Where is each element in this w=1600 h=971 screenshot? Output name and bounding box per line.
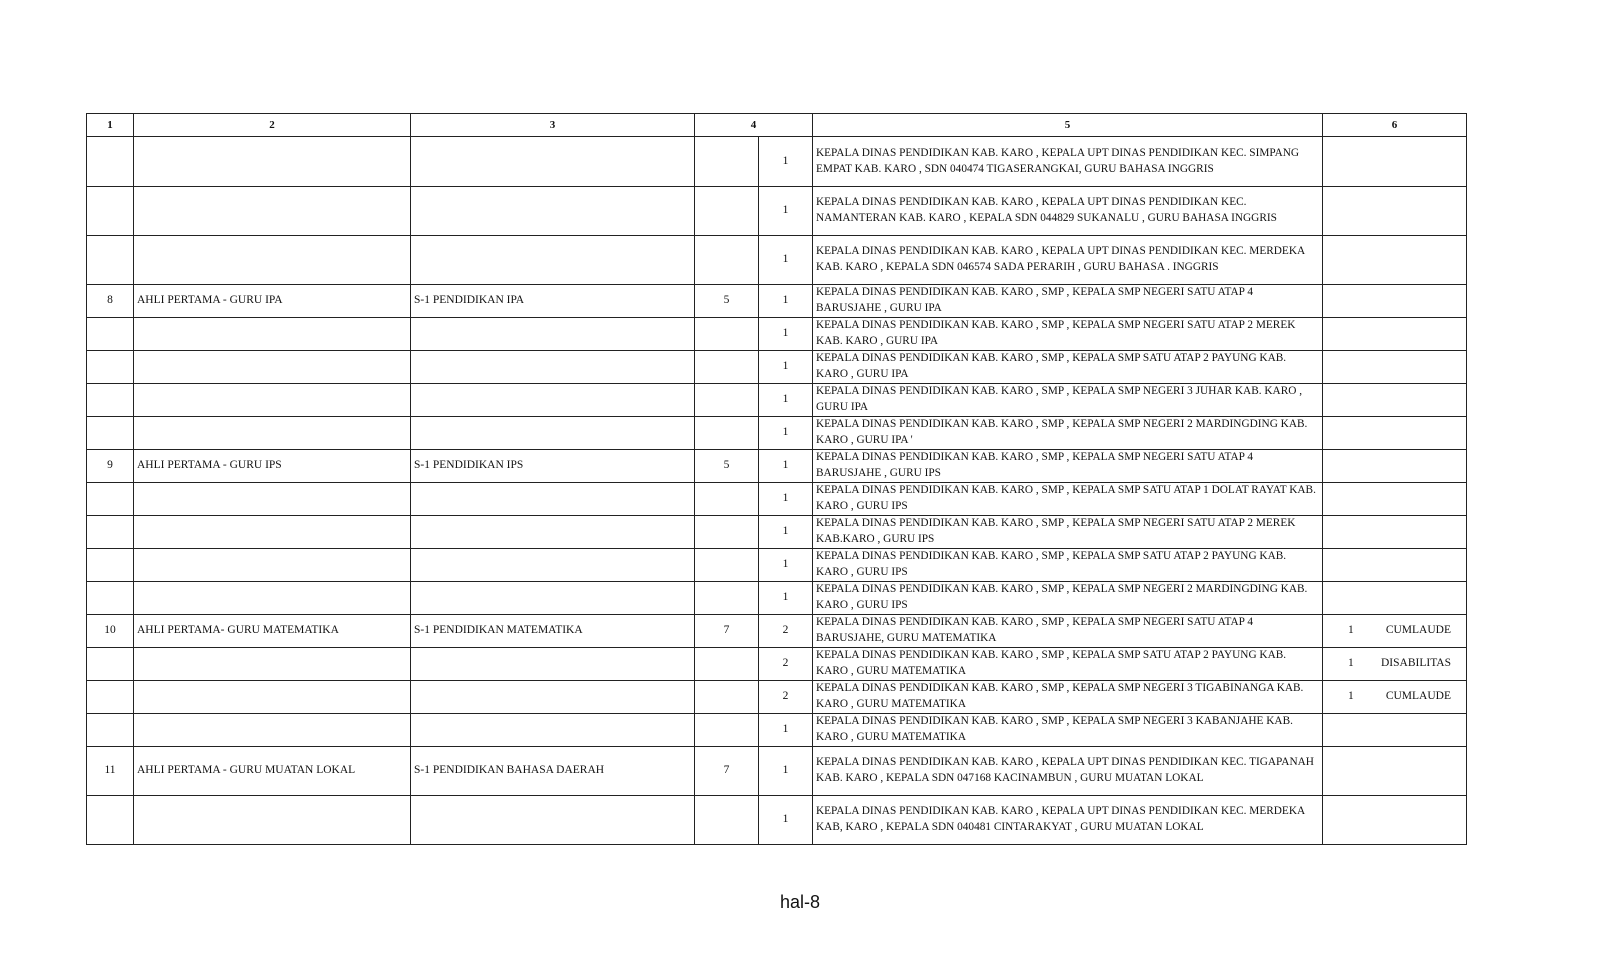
location-count: 1 — [759, 236, 813, 285]
table-row — [87, 549, 1467, 582]
location-count: 1 — [759, 582, 813, 615]
table-row — [87, 615, 1467, 648]
note-label: DISABILITAS — [1381, 657, 1451, 670]
total-count — [695, 796, 759, 845]
row-number — [87, 516, 134, 549]
qualification — [411, 516, 695, 549]
position-name — [134, 236, 411, 285]
row-number — [87, 187, 134, 236]
total-count — [695, 582, 759, 615]
note-cell — [1323, 747, 1467, 796]
row-number — [87, 549, 134, 582]
position-name: AHLI PERTAMA - GURU IPS — [134, 450, 411, 483]
location-count: 1 — [759, 285, 813, 318]
qualification — [411, 681, 695, 714]
note-cell — [1323, 796, 1467, 845]
row-number — [87, 417, 134, 450]
qualification — [411, 351, 695, 384]
row-number: 11 — [87, 747, 134, 796]
location-count: 1 — [759, 450, 813, 483]
note-cell — [1323, 714, 1467, 747]
total-count — [695, 236, 759, 285]
note-cell — [1323, 137, 1467, 187]
location-description: KEPALA DINAS PENDIDIKAN KAB. KARO , SMP , KEPALA SMP NEGERI 3 KABANJAHE KAB. KARO , GURU MATEMATIKA — [813, 714, 1323, 747]
note-label: CUMLAUDE — [1385, 690, 1451, 703]
table-row — [87, 417, 1467, 450]
row-number — [87, 236, 134, 285]
qualification — [411, 796, 695, 845]
header-col-4: 4 — [695, 114, 813, 137]
row-number — [87, 351, 134, 384]
table-row — [87, 714, 1467, 747]
header-col-3: 3 — [411, 114, 695, 137]
table-row — [87, 318, 1467, 351]
note-cell — [1323, 417, 1467, 450]
table-row — [87, 681, 1467, 714]
position-name — [134, 187, 411, 236]
position-name — [134, 549, 411, 582]
location-count: 2 — [759, 681, 813, 714]
qualification — [411, 187, 695, 236]
row-number: 10 — [87, 615, 134, 648]
table-row — [87, 187, 1467, 236]
table-row — [87, 796, 1467, 845]
row-number — [87, 384, 134, 417]
note-label: CUMLAUDE — [1385, 624, 1451, 637]
total-count — [695, 351, 759, 384]
qualification — [411, 137, 695, 187]
qualification — [411, 318, 695, 351]
note-count: 1 — [1348, 690, 1354, 703]
note-content — [1326, 689, 1463, 705]
row-number: 9 — [87, 450, 134, 483]
location-description: KEPALA DINAS PENDIDIKAN KAB. KARO , SMP , KEPALA SMP SATU ATAP 2 PAYUNG KAB. KARO , GURU IPS — [813, 549, 1323, 582]
total-count — [695, 137, 759, 187]
position-name: AHLI PERTAMA - GURU MUATAN LOKAL — [134, 747, 411, 796]
note-cell — [1323, 236, 1467, 285]
note-cell — [1323, 681, 1467, 714]
location-description: KEPALA DINAS PENDIDIKAN KAB. KARO , SMP , KEPALA SMP NEGERI SATU ATAP 4 BARUSJAHE, GURU MATEMATIKA — [813, 615, 1323, 648]
location-description: KEPALA DINAS PENDIDIKAN KAB. KARO , SMP , KEPALA SMP NEGERI SATU ATAP 2 MEREK KAB. KARO , GURU IPA — [813, 318, 1323, 351]
row-number — [87, 714, 134, 747]
note-cell — [1323, 483, 1467, 516]
note-cell — [1323, 351, 1467, 384]
row-number: 8 — [87, 285, 134, 318]
location-description: KEPALA DINAS PENDIDIKAN KAB. KARO , SMP , KEPALA SMP NEGERI SATU ATAP 4 BARUSJAHE , GURU IPA — [813, 285, 1323, 318]
table-row — [87, 351, 1467, 384]
total-count — [695, 483, 759, 516]
header-row — [87, 114, 1467, 137]
table-row — [87, 384, 1467, 417]
total-count — [695, 516, 759, 549]
qualification — [411, 384, 695, 417]
qualification — [411, 236, 695, 285]
location-count: 1 — [759, 137, 813, 187]
total-count — [695, 417, 759, 450]
location-description: KEPALA DINAS PENDIDIKAN KAB. KARO , KEPALA UPT DINAS PENDIDIKAN KEC. MERDEKA KAB, KARO , KEPALA SDN 040481 CINTARAKYAT , GURU MUATAN LOKAL — [813, 796, 1323, 845]
row-number — [87, 483, 134, 516]
location-description: KEPALA DINAS PENDIDIKAN KAB. KARO , KEPALA UPT DINAS PENDIDIKAN KEC. SIMPANG EMPAT KAB. KARO , SDN 040474 TIGASERANGKAI, GURU BAHASA INGGRIS — [813, 137, 1323, 187]
note-content — [1326, 656, 1463, 672]
position-name — [134, 417, 411, 450]
qualification — [411, 714, 695, 747]
qualification: S-1 PENDIDIKAN MATEMATIKA — [411, 615, 695, 648]
note-cell — [1323, 549, 1467, 582]
location-description: KEPALA DINAS PENDIDIKAN KAB. KARO , KEPALA UPT DINAS PENDIDIKAN KEC. NAMANTERAN KAB. KARO , KEPALA SDN 044829 SUKANALU , GURU BAHASA INGGRIS — [813, 187, 1323, 236]
location-description: KEPALA DINAS PENDIDIKAN KAB. KARO , SMP , KEPALA SMP SATU ATAP 2 PAYUNG KAB. KARO , GURU MATEMATIKA — [813, 648, 1323, 681]
location-description: KEPALA DINAS PENDIDIKAN KAB. KARO , SMP , KEPALA SMP NEGERI 2 MARDINGDING KAB. KARO , GURU IPA ' — [813, 417, 1323, 450]
note-cell — [1323, 615, 1467, 648]
note-content — [1326, 623, 1463, 639]
table-row — [87, 236, 1467, 285]
note-count: 1 — [1348, 624, 1354, 637]
location-count: 1 — [759, 747, 813, 796]
position-name — [134, 582, 411, 615]
total-count: 5 — [695, 285, 759, 318]
row-number — [87, 582, 134, 615]
location-count: 2 — [759, 648, 813, 681]
header-col-5: 5 — [813, 114, 1323, 137]
table-row — [87, 450, 1467, 483]
note-cell — [1323, 582, 1467, 615]
location-description: KEPALA DINAS PENDIDIKAN KAB. KARO , SMP , KEPALA SMP NEGERI 2 MARDINGDING KAB. KARO , GURU IPS — [813, 582, 1323, 615]
position-name — [134, 648, 411, 681]
note-cell — [1323, 384, 1467, 417]
note-cell — [1323, 648, 1467, 681]
total-count — [695, 187, 759, 236]
location-count: 1 — [759, 549, 813, 582]
row-number — [87, 681, 134, 714]
location-count: 1 — [759, 187, 813, 236]
qualification — [411, 549, 695, 582]
qualification: S-1 PENDIDIKAN BAHASA DAERAH — [411, 747, 695, 796]
total-count: 7 — [695, 615, 759, 648]
position-name — [134, 384, 411, 417]
formation-table — [86, 113, 1467, 845]
location-count: 2 — [759, 615, 813, 648]
total-count — [695, 384, 759, 417]
position-name — [134, 681, 411, 714]
table-row — [87, 483, 1467, 516]
position-name: AHLI PERTAMA - GURU IPA — [134, 285, 411, 318]
row-number — [87, 137, 134, 187]
location-description: KEPALA DINAS PENDIDIKAN KAB. KARO , SMP , KEPALA SMP SATU ATAP 2 PAYUNG KAB. KARO , GURU IPA — [813, 351, 1323, 384]
location-description: KEPALA DINAS PENDIDIKAN KAB. KARO , KEPALA UPT DINAS PENDIDIKAN KEC. MERDEKA KAB. KARO , KEPALA SDN 046574 SADA PERARIH , GURU BAHASA . INGGRIS — [813, 236, 1323, 285]
location-count: 1 — [759, 318, 813, 351]
location-description: KEPALA DINAS PENDIDIKAN KAB. KARO , SMP , KEPALA SMP NEGERI SATU ATAP 2 MEREK KAB.KARO , GURU IPS — [813, 516, 1323, 549]
table-row — [87, 137, 1467, 187]
qualification — [411, 483, 695, 516]
total-count — [695, 681, 759, 714]
table-row — [87, 747, 1467, 796]
table-row — [87, 285, 1467, 318]
location-count: 1 — [759, 516, 813, 549]
row-number — [87, 796, 134, 845]
location-description: KEPALA DINAS PENDIDIKAN KAB. KARO , SMP , KEPALA SMP SATU ATAP 1 DOLAT RAYAT KAB. KARO , GURU IPS — [813, 483, 1323, 516]
position-name — [134, 714, 411, 747]
header-col-2: 2 — [134, 114, 411, 137]
table-row — [87, 516, 1467, 549]
total-count — [695, 318, 759, 351]
total-count: 5 — [695, 450, 759, 483]
location-count: 1 — [759, 417, 813, 450]
qualification — [411, 582, 695, 615]
header-col-6: 6 — [1323, 114, 1467, 137]
note-cell — [1323, 516, 1467, 549]
table-row — [87, 648, 1467, 681]
location-description: KEPALA DINAS PENDIDIKAN KAB. KARO , SMP , KEPALA SMP NEGERI SATU ATAP 4 BARUSJAHE , GURU IPS — [813, 450, 1323, 483]
qualification — [411, 417, 695, 450]
note-cell — [1323, 450, 1467, 483]
position-name — [134, 318, 411, 351]
position-name — [134, 351, 411, 384]
position-name — [134, 796, 411, 845]
table-body — [87, 137, 1467, 845]
location-count: 1 — [759, 714, 813, 747]
position-name: AHLI PERTAMA- GURU MATEMATIKA — [134, 615, 411, 648]
note-cell — [1323, 187, 1467, 236]
location-count: 1 — [759, 351, 813, 384]
row-number — [87, 318, 134, 351]
qualification: S-1 PENDIDIKAN IPA — [411, 285, 695, 318]
note-cell — [1323, 285, 1467, 318]
location-description: KEPALA DINAS PENDIDIKAN KAB. KARO , KEPALA UPT DINAS PENDIDIKAN KEC. TIGAPANAH KAB. KARO , KEPALA SDN 047168 KACINAMBUN , GURU MUATAN LOKAL — [813, 747, 1323, 796]
header-col-1: 1 — [87, 114, 134, 137]
location-count: 1 — [759, 384, 813, 417]
total-count: 7 — [695, 747, 759, 796]
location-description: KEPALA DINAS PENDIDIKAN KAB. KARO , SMP , KEPALA SMP NEGERI 3 JUHAR KAB. KARO , GURU IPA — [813, 384, 1323, 417]
qualification: S-1 PENDIDIKAN IPS — [411, 450, 695, 483]
row-number — [87, 648, 134, 681]
total-count — [695, 714, 759, 747]
note-cell — [1323, 318, 1467, 351]
qualification — [411, 648, 695, 681]
note-count: 1 — [1348, 657, 1354, 670]
position-name — [134, 483, 411, 516]
total-count — [695, 648, 759, 681]
page-number: hal-8 — [779, 892, 821, 912]
table-row — [87, 582, 1467, 615]
position-name — [134, 137, 411, 187]
total-count — [695, 549, 759, 582]
position-name — [134, 516, 411, 549]
location-count: 1 — [759, 483, 813, 516]
location-count: 1 — [759, 796, 813, 845]
location-description: KEPALA DINAS PENDIDIKAN KAB. KARO , SMP , KEPALA SMP NEGERI 3 TIGABINANGA KAB. KARO , GURU MATEMATIKA — [813, 681, 1323, 714]
